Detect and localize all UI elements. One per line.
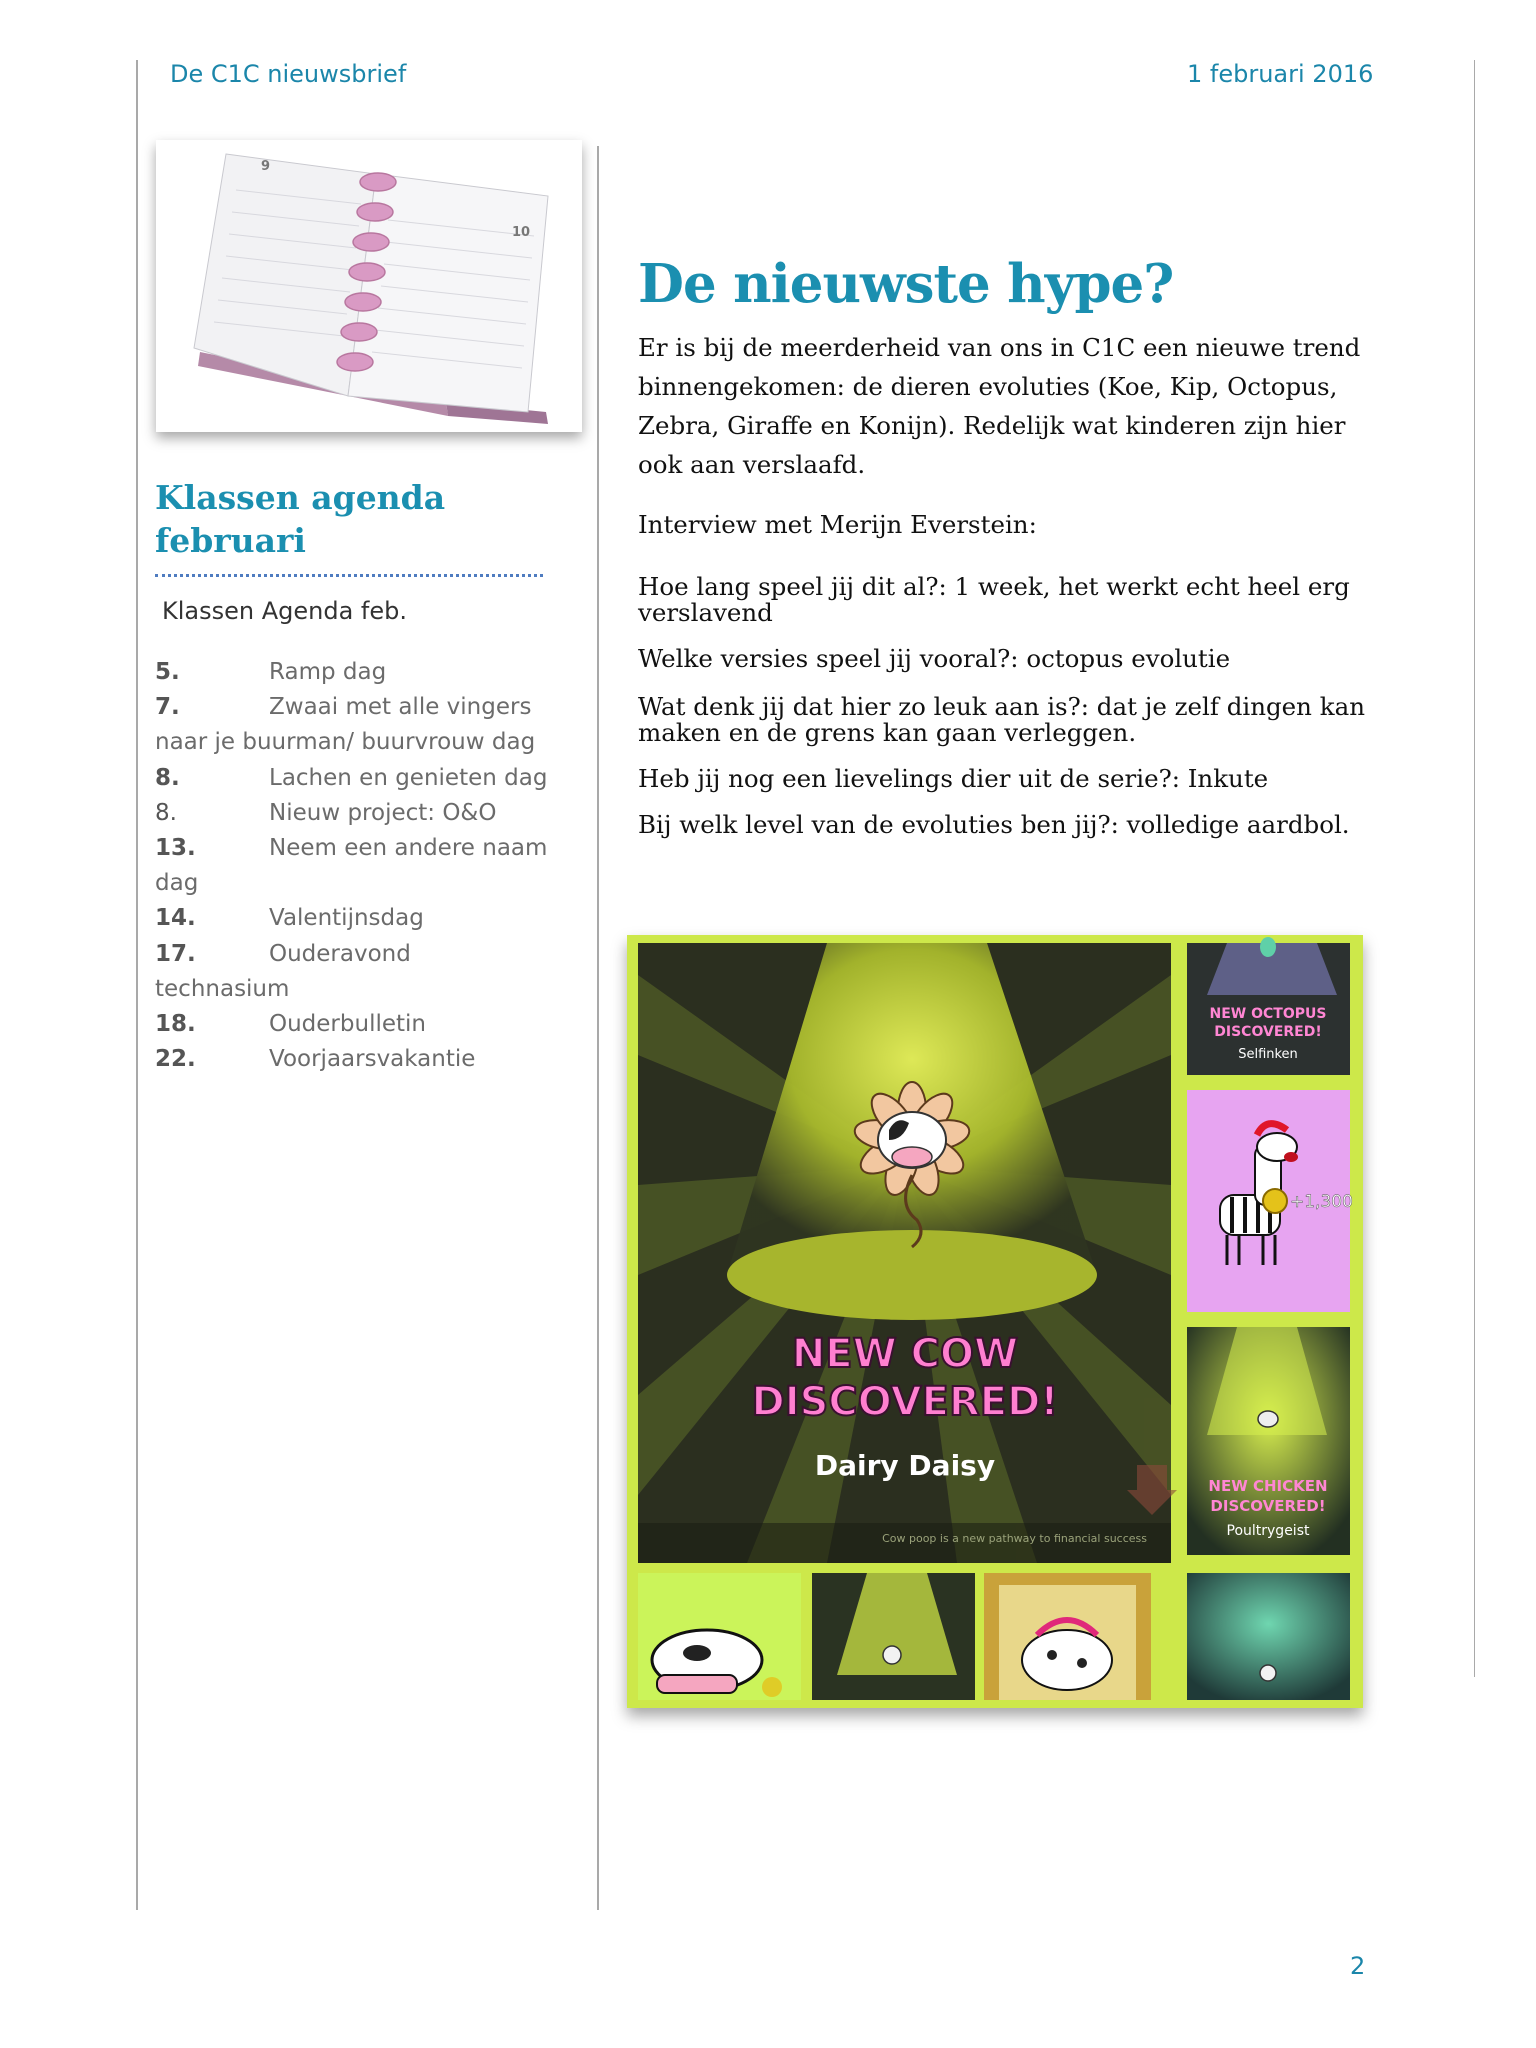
agenda-item-date: 7.: [155, 694, 180, 721]
interview-qa: Bij welk level van de evoluties ben jij?: volledige aardbol.: [638, 810, 1350, 839]
newsletter-date: 1 februari 2016: [1187, 60, 1374, 88]
octopus-banner-line1: NEW OCTOPUS: [1209, 1006, 1327, 1022]
column-divider: [597, 146, 599, 1910]
zebra-coin-amount: +1,300: [1290, 1192, 1353, 1212]
agenda-item-date: 14.: [155, 905, 196, 932]
agenda-item-text: Ouderbulletin: [269, 1011, 426, 1038]
agenda-item-text: Ouderavond technasium: [155, 940, 411, 1002]
agenda-item: [155, 1007, 550, 1042]
new-octopus-panel: [1187, 937, 1350, 1075]
planner-photo: [156, 140, 582, 432]
cow-name: Dairy Daisy: [814, 1449, 996, 1482]
agenda-item-date: 22.: [155, 1046, 196, 1073]
agenda-item-date: 13.: [155, 835, 196, 862]
agenda-item-text: Valentijnsdag: [269, 905, 424, 932]
agenda-title: Klassen agenda februari: [155, 478, 446, 560]
newsletter-title: De C1C nieuwsbrief: [170, 60, 407, 88]
new-cow-panel: [638, 943, 1177, 1563]
chicken-character: [1258, 1411, 1278, 1427]
game-collage-graphic: [627, 935, 1363, 1708]
agenda-item: [155, 690, 550, 760]
agenda-item-text: Ramp dag: [269, 659, 387, 685]
agenda-item-text: Zwaai met alle vingers naar je buurman/ buurvrouw dag: [155, 694, 536, 756]
thumbnail-framed-giraffes: [984, 1573, 1151, 1700]
agenda-item-date: 8.: [155, 764, 180, 791]
agenda-subtitle: Klassen Agenda feb.: [162, 597, 408, 625]
interview-qa: Heb jij nog een lievelings dier uit de serie?: Inkute: [638, 764, 1269, 793]
new-cow-banner-line1: NEW COW: [791, 1331, 1019, 1377]
agenda-item-text: Nieuw project: O&O: [269, 799, 497, 826]
interview-header: Interview met Merijn Everstein:: [638, 510, 1037, 539]
agenda-list: [155, 655, 550, 1077]
agenda-item-text: Neem een andere naam dag: [155, 835, 548, 897]
agenda-item-date: 17.: [155, 940, 196, 967]
zebra-panel: [1187, 1090, 1353, 1312]
planner-illustration: [156, 140, 582, 432]
new-chicken-panel: [1187, 1327, 1350, 1555]
agenda-item: [155, 1042, 550, 1077]
chicken-banner-line2: DISCOVERED!: [1210, 1497, 1326, 1515]
octopus-name: Selfinken: [1238, 1047, 1298, 1062]
agenda-item: [155, 831, 550, 901]
game-collage: [627, 935, 1363, 1708]
article-title: De nieuwste hype?: [638, 253, 1174, 315]
agenda-item: [155, 796, 550, 831]
agenda-divider: [155, 574, 543, 577]
agenda-item: [155, 761, 550, 796]
agenda-item-date: 5.: [155, 659, 180, 685]
thumbnail-spotlight-creature: [812, 1573, 975, 1700]
article-intro: Er is bij de meerderheid van ons in C1C een nieuwe trend binnengekomen: de dieren evoluties (Koe, Kip, Octopus, Zebra, Giraffe en Konijn). Redelijk wat kinderen zijn hier ook aan verslaafd.: [638, 333, 1361, 479]
right-margin-rule: [1474, 60, 1475, 1677]
agenda-item: [155, 901, 550, 936]
page-number: 2: [1350, 1952, 1366, 1980]
interview-qa: Welke versies speel jij vooral?: octopus evolutie: [638, 644, 1231, 673]
agenda-item: [155, 937, 550, 1007]
octopus-banner-line2: DISCOVERED!: [1214, 1024, 1322, 1040]
chicken-name: Poultrygeist: [1226, 1523, 1310, 1539]
interview-qa: Wat denk jij dat hier zo leuk aan is?: dat je zelf dingen kan maken en de grens kan gaan verleggen.: [638, 692, 1365, 747]
interview-qa: Hoe lang speel jij dit al?: 1 week, het werkt echt heel erg verslavend: [638, 572, 1350, 627]
planner-page-right-number: 10: [512, 225, 531, 240]
planner-page-left-number: 9: [261, 159, 271, 174]
new-cow-banner-line2: DISCOVERED!: [751, 1379, 1059, 1425]
agenda-item: [155, 655, 550, 690]
thumbnail-cow-cartoon: [638, 1573, 801, 1700]
agenda-item-date: 8.: [155, 799, 177, 826]
game-footer-text: Cow poop is a new pathway to financial success: [882, 1532, 1147, 1545]
thumbnail-teal-spotlight: [1187, 1573, 1350, 1700]
agenda-item-text: Voorjaarsvakantie: [269, 1046, 476, 1073]
agenda-item-text: Lachen en genieten dag: [269, 764, 548, 791]
coin-icon: [1263, 1189, 1287, 1213]
chicken-banner-line1: NEW CHICKEN: [1208, 1477, 1328, 1495]
agenda-item-date: 18.: [155, 1011, 196, 1038]
left-margin-rule: [136, 60, 138, 1910]
